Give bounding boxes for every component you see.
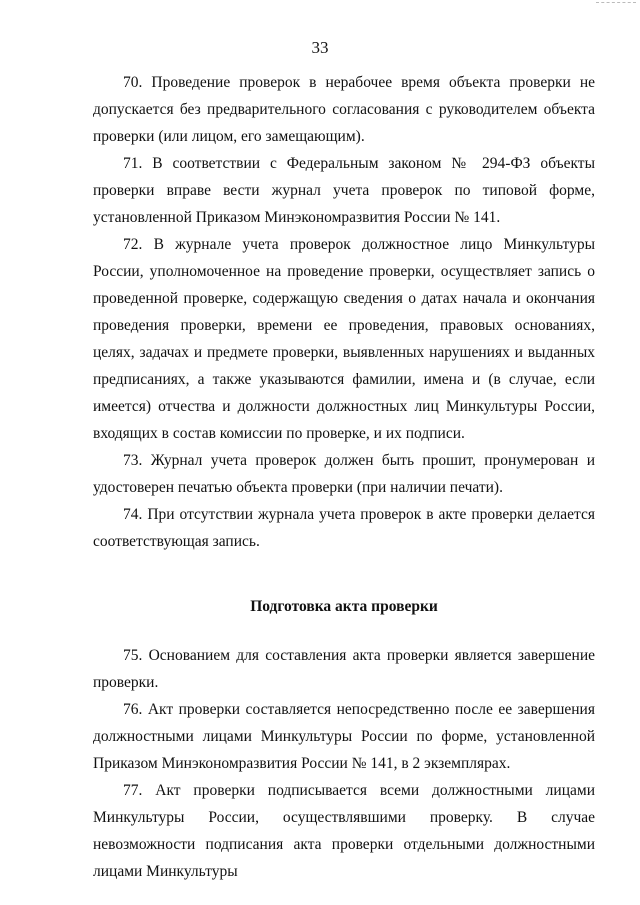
paragraph-71: 71. В соответствии с Федеральным законом № 294-ФЗ объекты проверки вправе вести журнал учета проверок по типовой форме, установленной Приказом Минэкономразвития России № 141.	[93, 155, 595, 226]
paragraph-76: 76. Акт проверки составляется непосредственно после ее завершения должностными лицами Минкультуры России по форме, установленной Приказом Минэкономразвития России № 141, в 2 экземплярах.	[93, 701, 595, 772]
paragraph-75: 75. Основанием для составления акта проверки является завершение проверки.	[93, 647, 595, 691]
paragraph-77: 77. Акт проверки подписывается всеми должностными лицами Минкультуры России, осуществлявшими проверку. В случае невозможности подписания акта проверки отдельными должностными лицами Минкультуры	[93, 782, 595, 880]
paragraph-73: 73. Журнал учета проверок должен быть прошит, пронумерован и удостоверен печатью объекта проверки (при наличии печати).	[93, 452, 595, 496]
document-body	[93, 69, 595, 885]
scan-corner-mark	[596, 2, 636, 7]
paragraph-74: 74. При отсутствии журнала учета проверок в акте проверки делается соответствующая запись.	[93, 506, 595, 550]
paragraph-70: 70. Проведение проверок в нерабочее время объекта проверки не допускается без предварительного согласования с руководителем объекта проверки (или лицом, его замещающим).	[93, 74, 595, 145]
paragraph-72: 72. В журнале учета проверок должностное лицо Минкультуры России, уполномоченное на проведение проверки, осуществляет запись о проведенной проверке, содержащую сведения о датах начала и окончания проведения проверки, времени ее проведения, правовых основаниях, целях, задачах и предмете проверки, выявленных нарушениях и выданных предписаниях, а также указываются фамилии, имена и (в случае, если имеется) отчества и должности должностных лиц Минкультуры России, входящих в состав комиссии по проверке, и их подписи.	[93, 236, 595, 442]
page-number: 33	[311, 38, 329, 57]
section-heading: Подготовка акта проверки	[250, 598, 438, 615]
